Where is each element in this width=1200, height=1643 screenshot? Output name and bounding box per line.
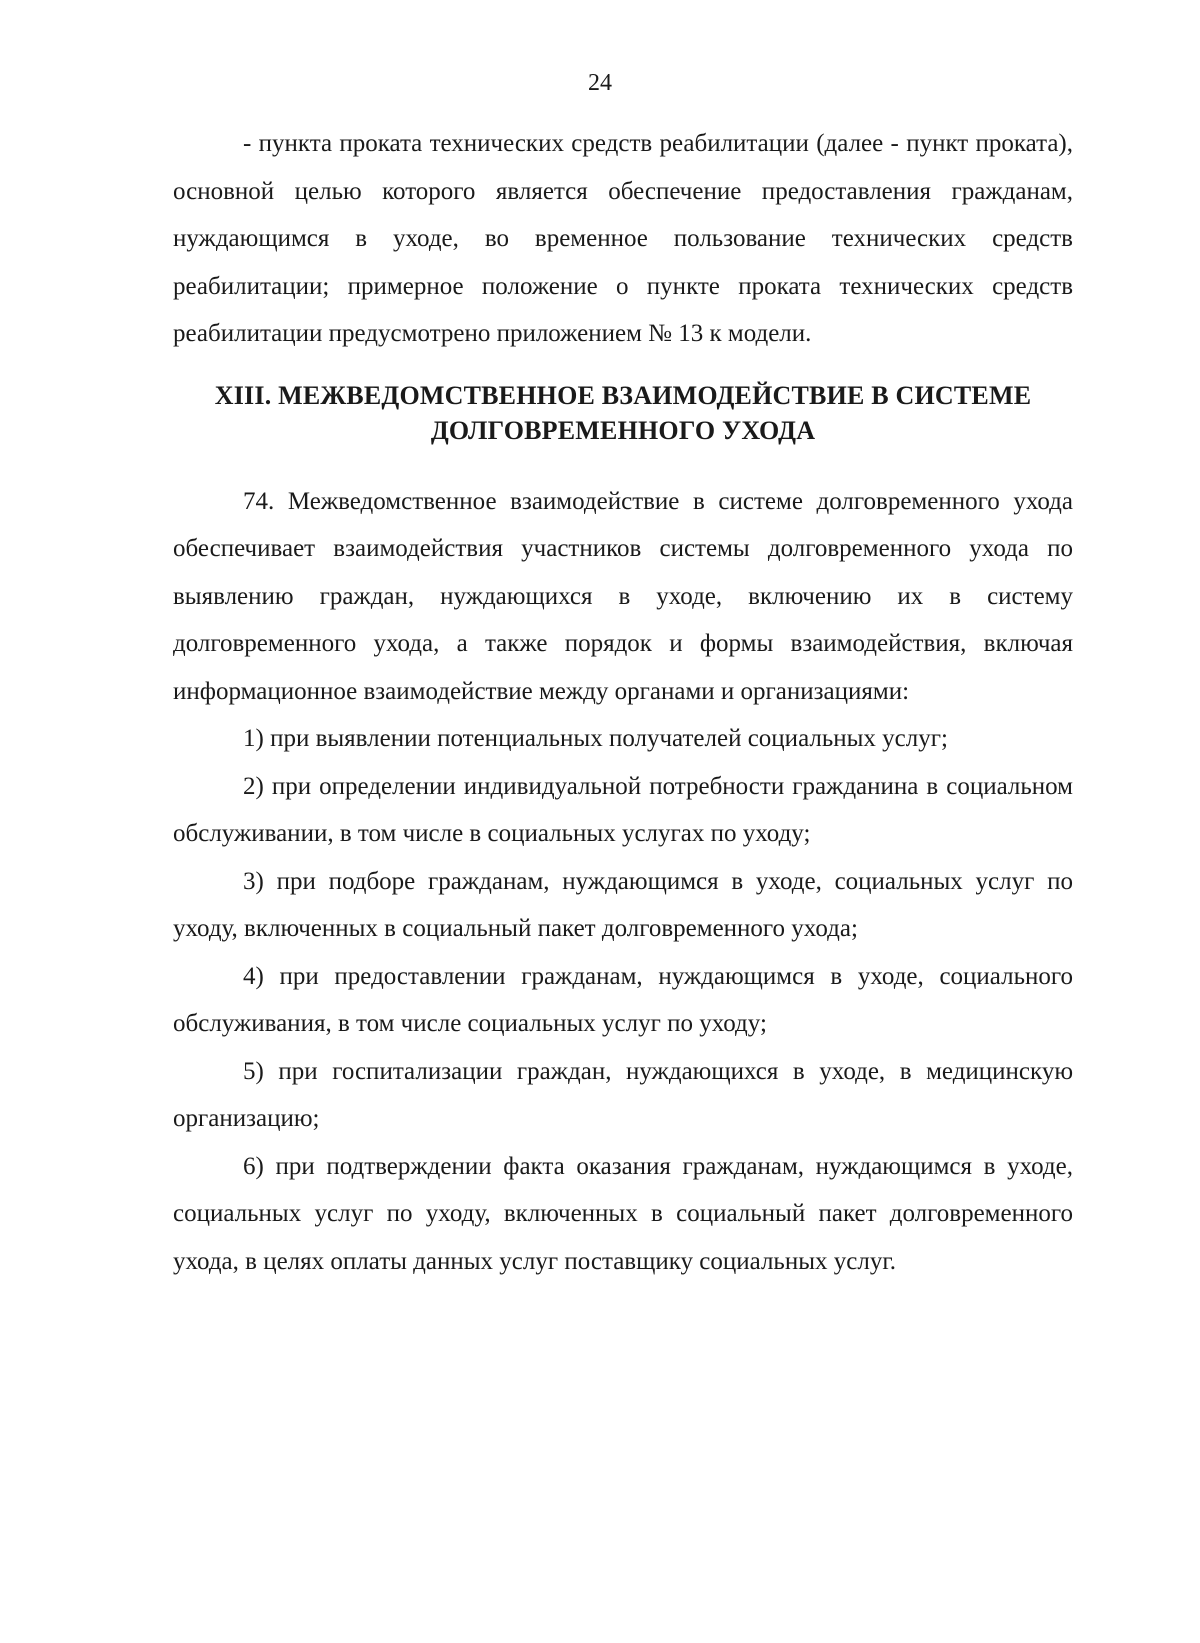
list-item-6: 6) при подтверждении факта оказания гражданам, нуждающимся в уходе, социальных услуг по уходу, включенных в социальный пакет долговременного ухода, в целях оплаты данных услуг поставщику социальных услуг. (173, 1152, 1073, 1275)
list-item-2: 2) при определении индивидуальной потребности гражданина в социальном обслуживании, в том числе в социальных услугах по уходу; (173, 772, 1073, 847)
section-heading-line-1: XIII. МЕЖВЕДОМСТВЕННОЕ ВЗАИМОДЕЙСТВИЕ В СИСТЕМЕ (214, 380, 1032, 410)
section-heading-line-2: ДОЛГОВРЕМЕННОГО УХОДА (430, 415, 816, 445)
clause-74: 74. Межведомственное взаимодействие в системе долговременного ухода обеспечивает взаимодействия участников системы долговременного ухода по выявлению граждан, нуждающихся в уходе, включению их в систему долговременного ухода, а также порядок и формы взаимодействия, включая информационное взаимодействие между органами и организациями: (173, 487, 1073, 705)
list-item-3: 3) при подборе гражданам, нуждающимся в уходе, социальных услуг по уходу, включенных в социальный пакет долговременного ухода; (173, 867, 1073, 942)
list-item-5: 5) при госпитализации граждан, нуждающихся в уходе, в медицинскую организацию; (173, 1057, 1073, 1132)
page-number: 24 (588, 70, 612, 96)
page-content (173, 120, 1073, 1285)
section-heading (173, 358, 1073, 478)
list-item-4: 4) при предоставлении гражданам, нуждающимся в уходе, социального обслуживания, в том числе социальных услуг по уходу; (173, 962, 1073, 1037)
intro-paragraph: - пункта проката технических средств реабилитации (далее - пункт проката), основной целью которого является обеспечение предоставления гражданам, нуждающимся в уходе, во временное пользование технических средств реабилитации; примерное положение о пункте проката технических средств реабилитации предусмотрено приложением № 13 к модели. (173, 130, 1073, 347)
list-item-1: 1) при выявлении потенциальных получателей социальных услуг; (243, 725, 948, 752)
